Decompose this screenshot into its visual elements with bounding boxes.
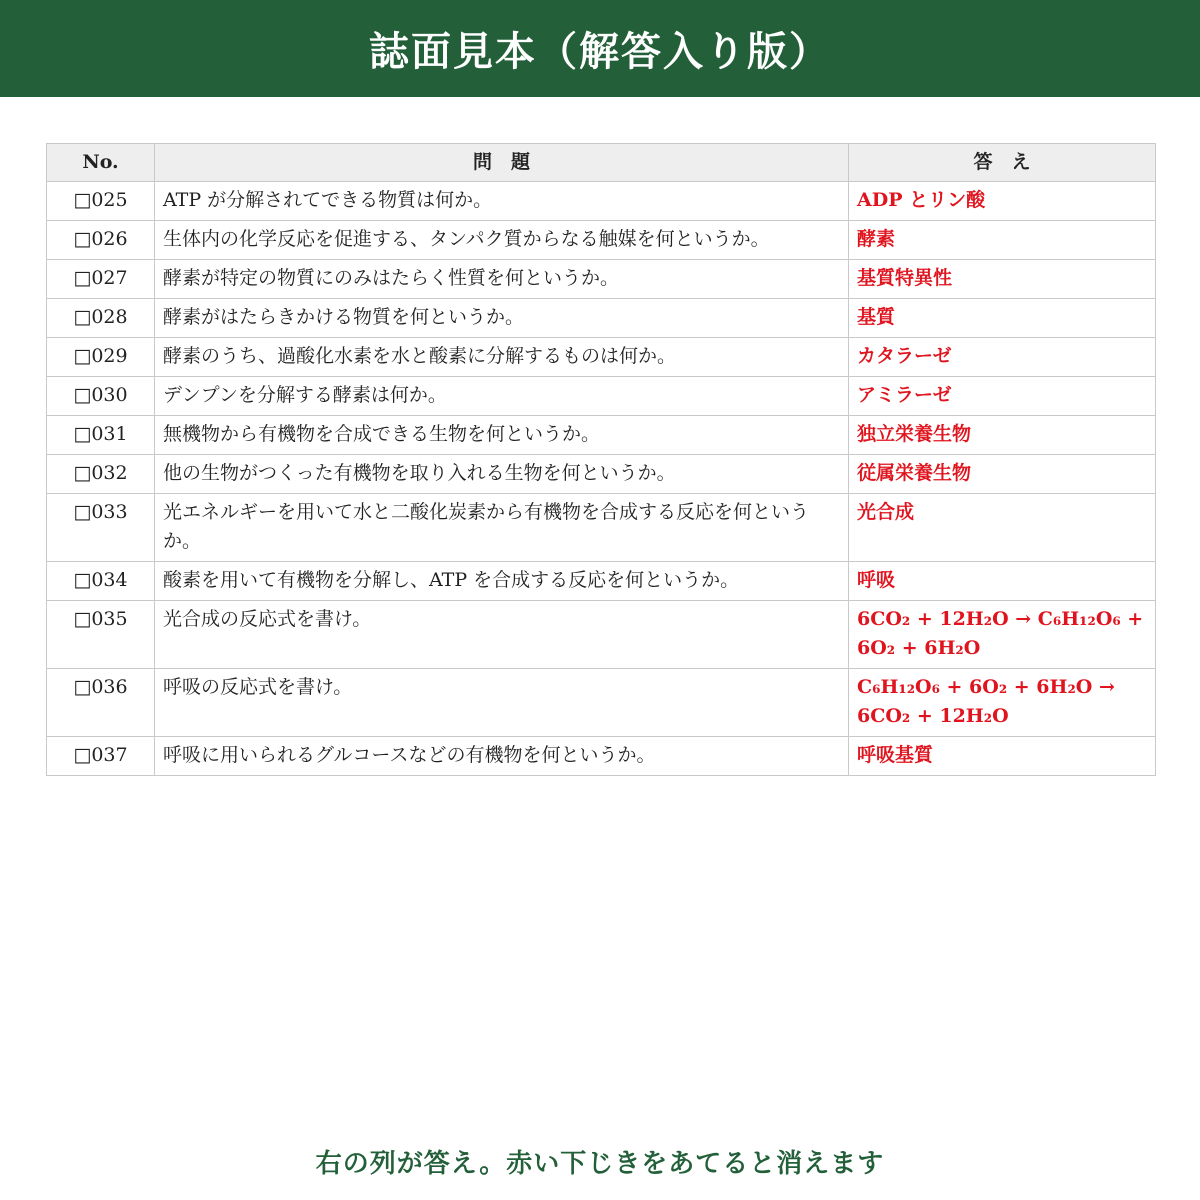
table-row bbox=[47, 494, 1156, 562]
question-cell: 呼吸の反応式を書け。 bbox=[155, 669, 849, 737]
row-number: □027 bbox=[47, 260, 155, 299]
title-banner bbox=[0, 0, 1200, 97]
row-number: □029 bbox=[47, 338, 155, 377]
row-number: □037 bbox=[47, 737, 155, 776]
table-row bbox=[47, 416, 1156, 455]
table-row bbox=[47, 455, 1156, 494]
row-number: □025 bbox=[47, 182, 155, 221]
answer-cell: カタラーゼ bbox=[849, 338, 1156, 377]
row-number: □032 bbox=[47, 455, 155, 494]
table-row bbox=[47, 299, 1156, 338]
answer-cell: 呼吸基質 bbox=[849, 737, 1156, 776]
table-row bbox=[47, 221, 1156, 260]
table-row bbox=[47, 338, 1156, 377]
answer-cell: 基質 bbox=[849, 299, 1156, 338]
answer-cell: アミラーゼ bbox=[849, 377, 1156, 416]
answer-cell: 独立栄養生物 bbox=[849, 416, 1156, 455]
question-cell: 酸素を用いて有機物を分解し、ATP を合成する反応を何というか。 bbox=[155, 562, 849, 601]
row-number: □033 bbox=[47, 494, 155, 562]
row-number: □035 bbox=[47, 601, 155, 669]
question-cell: 呼吸に用いられるグルコースなどの有機物を何というか。 bbox=[155, 737, 849, 776]
row-number: □034 bbox=[47, 562, 155, 601]
question-cell: 光エネルギーを用いて水と二酸化炭素から有機物を合成する反応を何というか。 bbox=[155, 494, 849, 562]
answer-cell: ADP とリン酸 bbox=[849, 182, 1156, 221]
row-number: □036 bbox=[47, 669, 155, 737]
table-header-row bbox=[47, 144, 1156, 182]
page-title: 誌面見本（解答入り版） bbox=[369, 29, 831, 75]
answer-cell: 呼吸 bbox=[849, 562, 1156, 601]
table-row bbox=[47, 260, 1156, 299]
table-row bbox=[47, 377, 1156, 416]
row-number: □031 bbox=[47, 416, 155, 455]
row-number: □028 bbox=[47, 299, 155, 338]
answer-cell: 従属栄養生物 bbox=[849, 455, 1156, 494]
answer-cell: 酵素 bbox=[849, 221, 1156, 260]
column-header-answer: 答 え bbox=[849, 144, 1156, 182]
table-row bbox=[47, 182, 1156, 221]
question-cell: 無機物から有機物を合成できる生物を何というか。 bbox=[155, 416, 849, 455]
footer-note: 右の列が答え。赤い下じきをあてると消えます bbox=[315, 1149, 885, 1179]
table-row bbox=[47, 669, 1156, 737]
question-cell: ATP が分解されてできる物質は何か。 bbox=[155, 182, 849, 221]
qa-table bbox=[46, 143, 1156, 776]
question-cell: 生体内の化学反応を促進する、タンパク質からなる触媒を何というか。 bbox=[155, 221, 849, 260]
row-number: □030 bbox=[47, 377, 155, 416]
question-cell: 光合成の反応式を書け。 bbox=[155, 601, 849, 669]
answer-cell: 6CO₂ + 12H₂O → C₆H₁₂O₆ + 6O₂ + 6H₂O bbox=[849, 601, 1156, 669]
table-row bbox=[47, 737, 1156, 776]
table-row bbox=[47, 601, 1156, 669]
answer-cell: 光合成 bbox=[849, 494, 1156, 562]
question-cell: 酵素が特定の物質にのみはたらく性質を何というか。 bbox=[155, 260, 849, 299]
answer-cell: 基質特異性 bbox=[849, 260, 1156, 299]
question-cell: 酵素のうち、過酸化水素を水と酸素に分解するものは何か。 bbox=[155, 338, 849, 377]
column-header-question: 問 題 bbox=[155, 144, 849, 182]
question-cell: デンプンを分解する酵素は何か。 bbox=[155, 377, 849, 416]
question-cell: 酵素がはたらきかける物質を何というか。 bbox=[155, 299, 849, 338]
row-number: □026 bbox=[47, 221, 155, 260]
column-header-no: No. bbox=[47, 144, 155, 182]
answer-cell: C₆H₁₂O₆ + 6O₂ + 6H₂O → 6CO₂ + 12H₂O bbox=[849, 669, 1156, 737]
table-row bbox=[47, 562, 1156, 601]
question-cell: 他の生物がつくった有機物を取り入れる生物を何というか。 bbox=[155, 455, 849, 494]
